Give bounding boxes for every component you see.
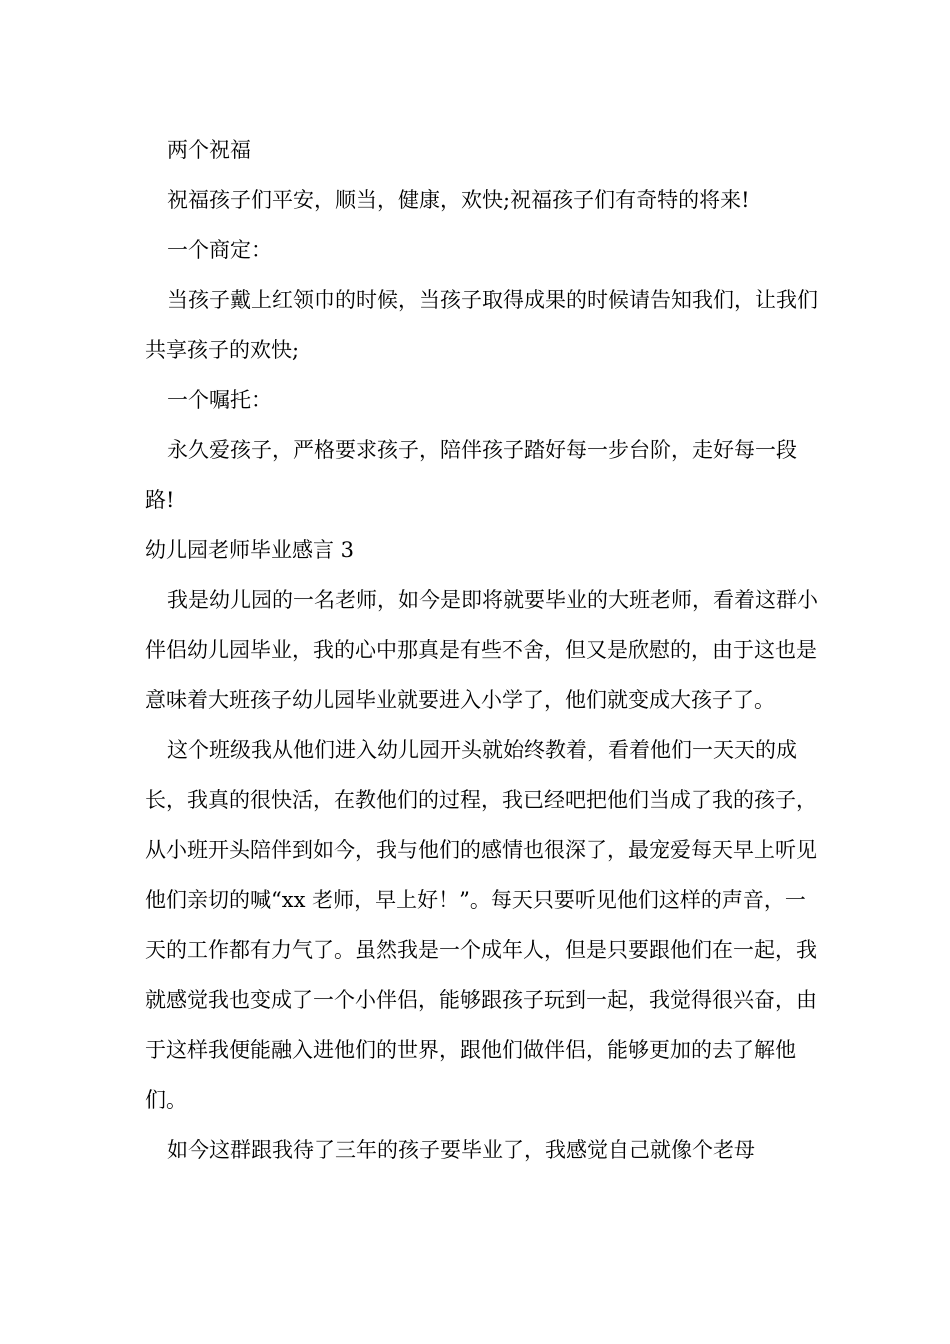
paragraph-graduation: 如今这群跟我待了三年的孩子要毕业了，我感觉自己就像个老母 bbox=[167, 1138, 755, 1162]
paragraph-agreement: 当孩子戴上红领巾的时候，当孩子取得成果的时候请告知我们，让我们共享孩子的欢快; bbox=[145, 288, 818, 362]
section-heading: 幼儿园老师毕业感言 3 bbox=[145, 538, 355, 562]
paragraph-entrust-title: 一个嘱托： bbox=[167, 388, 272, 412]
document-body bbox=[145, 125, 825, 1175]
paragraph-entrust: 永久爱孩子，严格要求孩子，陪伴孩子踏好每一步台阶，走好每一段路! bbox=[145, 438, 797, 512]
paragraph-agreement-title: 一个商定： bbox=[167, 238, 272, 262]
paragraph-class-story: 这个班级我从他们进入幼儿园开头就始终教着，看着他们一天天的成长，我真的很快活，在教他们的过程，我已经吧把他们当成了我的孩子，从小班开头陪伴到如今，我与他们的感情也很深了，最宠爱每天早上听见他们亲切的喊“xx 老师，早上好！”。每天只要听见他们这样的声音，一天的工作都有力气了。虽然我是一个成年人，但是只要跟他们在一起，我就感觉我也变成了一个小伴侣，能够跟孩子玩到一起，我觉得很兴奋，由于这样我便能融入进他们的世界，跟他们做伴侣，能够更加的去了解他们。 bbox=[145, 738, 817, 1112]
paragraph-intro: 我是幼儿园的一名老师，如今是即将就要毕业的大班老师，看着这群小伴侣幼儿园毕业，我的心中那真是有些不舍，但又是欣慰的，由于这也是意味着大班孩子幼儿园毕业就要进入小学了，他们就变成大孩子了。 bbox=[145, 588, 818, 712]
paragraph-blessings: 祝福孩子们平安，顺当，健康，欢快;祝福孩子们有奇特的将来! bbox=[167, 188, 750, 212]
paragraph-two-blessings-title: 两个祝福 bbox=[167, 138, 251, 162]
